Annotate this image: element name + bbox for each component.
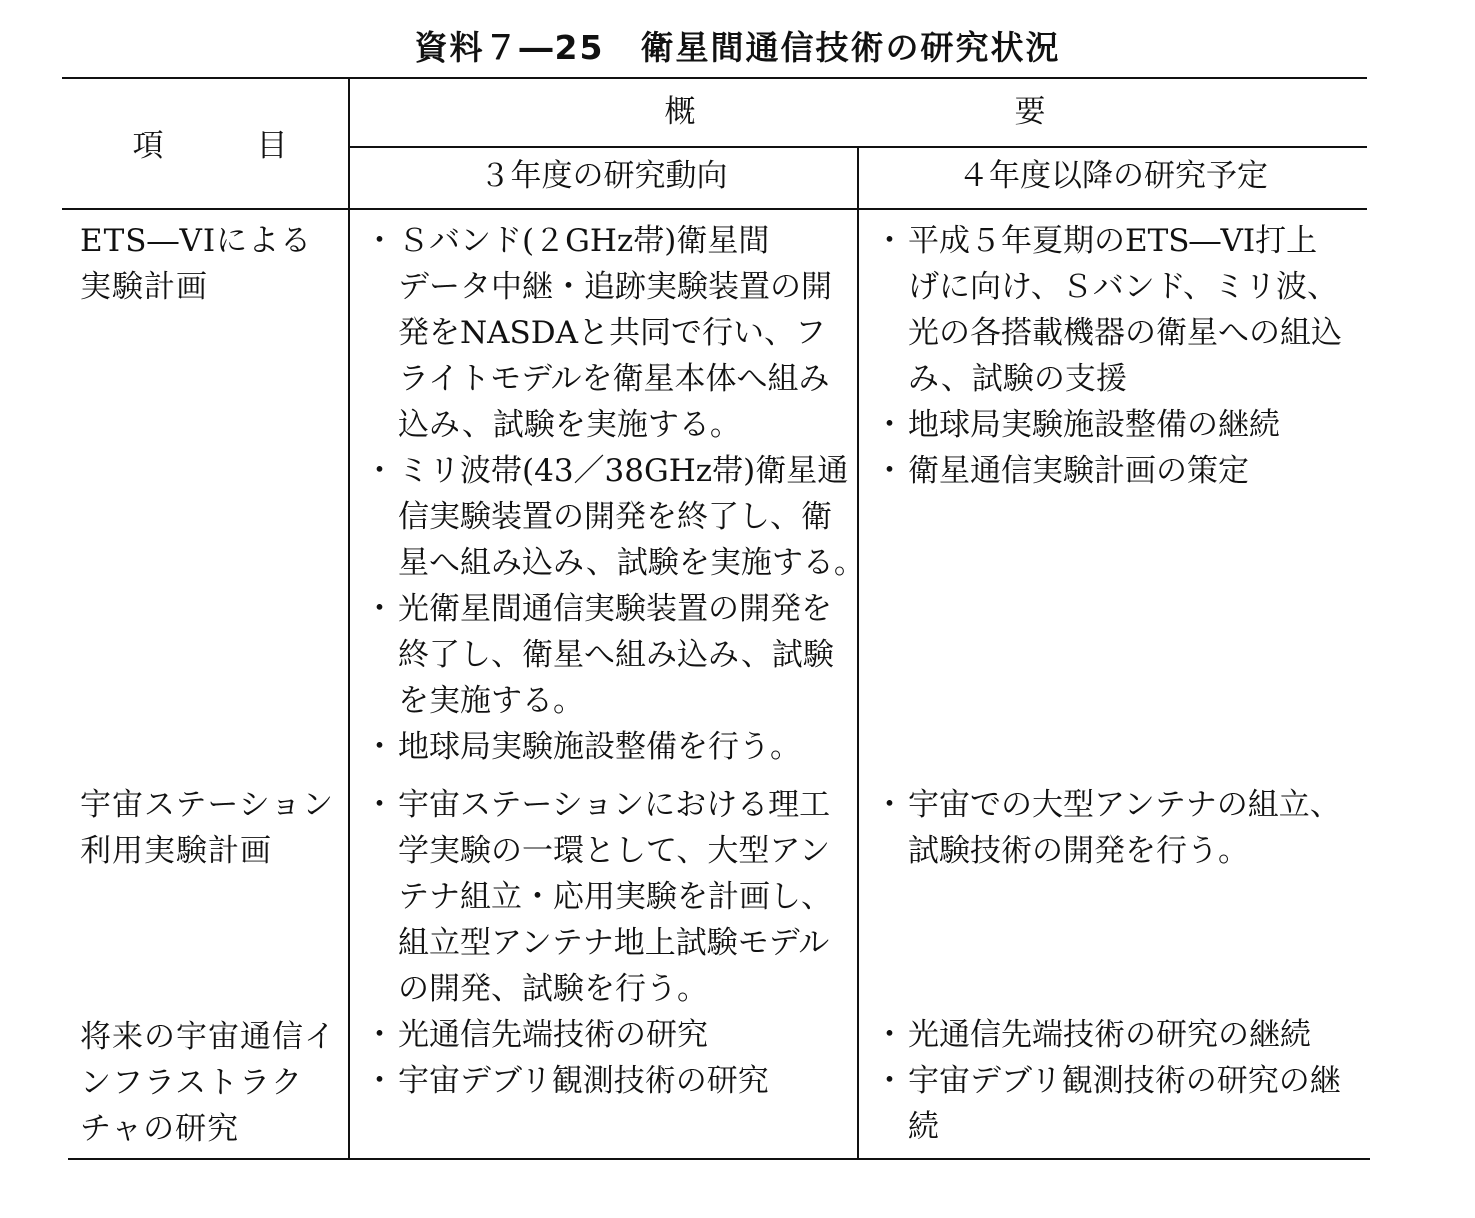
row-label-line: ンフラストラク <box>80 1065 304 1101</box>
list-item <box>372 724 865 770</box>
table-bottom-rule <box>68 1158 1370 1160</box>
header-bottom-rule <box>62 208 1367 210</box>
list-item-line: ・ 宇宙での大型アンテナの組立、 <box>908 787 1341 823</box>
list-item-line: 光の各搭載機器の衛星への組込 <box>908 315 1342 351</box>
table-top-rule <box>62 77 1367 79</box>
list-item-line: ・ 平成５年夏期のETS―VI打上 <box>908 223 1318 259</box>
row-label-line: チャの研究 <box>80 1111 240 1147</box>
row-label-space-station <box>80 782 340 874</box>
row-label-line: ETS―VIによる <box>80 223 313 259</box>
list-item-line: げに向け、Ｓバンド、ミリ波、 <box>908 269 1338 305</box>
header-fy4: ４年度以降の研究予定 <box>958 158 1268 194</box>
list-item-line: ライトモデルを衛星本体へ組み <box>398 361 830 397</box>
list-item-line: 込み、試験を実施する。 <box>398 407 741 443</box>
list-item-line: ・ 衛星通信実験計画の策定 <box>908 453 1249 489</box>
title-text: 衛星間通信技術の研究状況 <box>640 28 1061 67</box>
title-number: 資料７―25 <box>414 28 605 67</box>
list-item-line: 試験技術の開発を行う。 <box>908 833 1249 869</box>
list-item <box>372 1012 769 1058</box>
list-item-line: ・ ミリ波帯(43／38GHz帯)衛星通 <box>398 453 849 489</box>
row1-fy4-cell <box>882 218 1342 494</box>
list-item-line: の開発、試験を行う。 <box>398 971 708 1007</box>
list-item-line: ・ 光通信先端技術の研究の継続 <box>908 1017 1311 1053</box>
row2-fy3-cell <box>372 782 832 1012</box>
list-item-line: 信実験装置の開発を終了し、衛 <box>398 499 832 535</box>
row1-fy3-cell <box>372 218 865 770</box>
list-item-line: ・ 宇宙デブリ観測技術の研究 <box>398 1063 769 1099</box>
list-item-line: ・ 宇宙デブリ観測技術の研究の継 <box>908 1063 1341 1099</box>
row3-fy4-cell <box>882 1012 1341 1150</box>
list-item-line: 学実験の一環として、大型アン <box>398 833 831 869</box>
row2-fy4-cell <box>882 782 1341 874</box>
row-label-ets6 <box>80 218 340 310</box>
list-item <box>882 218 1342 402</box>
list-item <box>882 782 1341 874</box>
list-item-line: 発をNASDAと共同で行い、フ <box>398 315 826 351</box>
list-item <box>372 782 832 1012</box>
list-item-line: を実施する。 <box>398 683 584 719</box>
list-item <box>882 1012 1341 1058</box>
row-label-line: 将来の宇宙通信イ <box>80 1019 336 1055</box>
row-label-line: 実験計画 <box>80 269 208 305</box>
list-item-line: ・ 光衛星間通信実験装置の開発を <box>398 591 832 627</box>
document-title <box>0 22 1475 69</box>
list-item <box>372 448 865 586</box>
list-item-line: み、試験の支援 <box>908 361 1127 397</box>
row-label-future-infra <box>80 1014 340 1152</box>
list-item <box>882 1058 1341 1150</box>
list-item-line: 星へ組み込み、試験を実施する。 <box>398 545 865 581</box>
list-item-line: データ中継・追跡実験装置の開 <box>398 269 832 305</box>
row-label-line: 利用実験計画 <box>80 833 272 869</box>
list-item-line: 続 <box>908 1109 939 1145</box>
list-item-line: テナ組立・応用実験を計画し、 <box>398 879 832 915</box>
list-item-line: 終了し、衛星へ組み込み、試験 <box>398 637 834 673</box>
list-item <box>882 402 1342 448</box>
list-item-line: 組立型アンテナ地上試験モデル <box>398 925 830 961</box>
list-item <box>372 586 865 724</box>
list-item-line: ・ 地球局実験施設整備を行う。 <box>398 729 801 765</box>
list-item <box>372 1058 769 1104</box>
list-item-line: ・ Ｓバンド(２GHz帯)衛星間 <box>398 223 770 259</box>
header-item: 項 目 <box>132 128 288 164</box>
list-item-line: ・ 光通信先端技術の研究 <box>398 1017 708 1053</box>
list-item <box>372 218 865 448</box>
header-overview-left: 概 <box>664 94 696 130</box>
header-fy3: ３年度の研究動向 <box>479 158 728 194</box>
list-item-line: ・ 宇宙ステーションにおける理工 <box>398 787 831 823</box>
list-item-line: ・ 地球局実験施設整備の継続 <box>908 407 1280 443</box>
row-label-line: 宇宙ステーション <box>80 787 335 823</box>
item-column-divider <box>348 78 350 1160</box>
header-overview-right: 要 <box>1014 94 1046 130</box>
row3-fy3-cell <box>372 1012 769 1104</box>
list-item <box>882 448 1342 494</box>
